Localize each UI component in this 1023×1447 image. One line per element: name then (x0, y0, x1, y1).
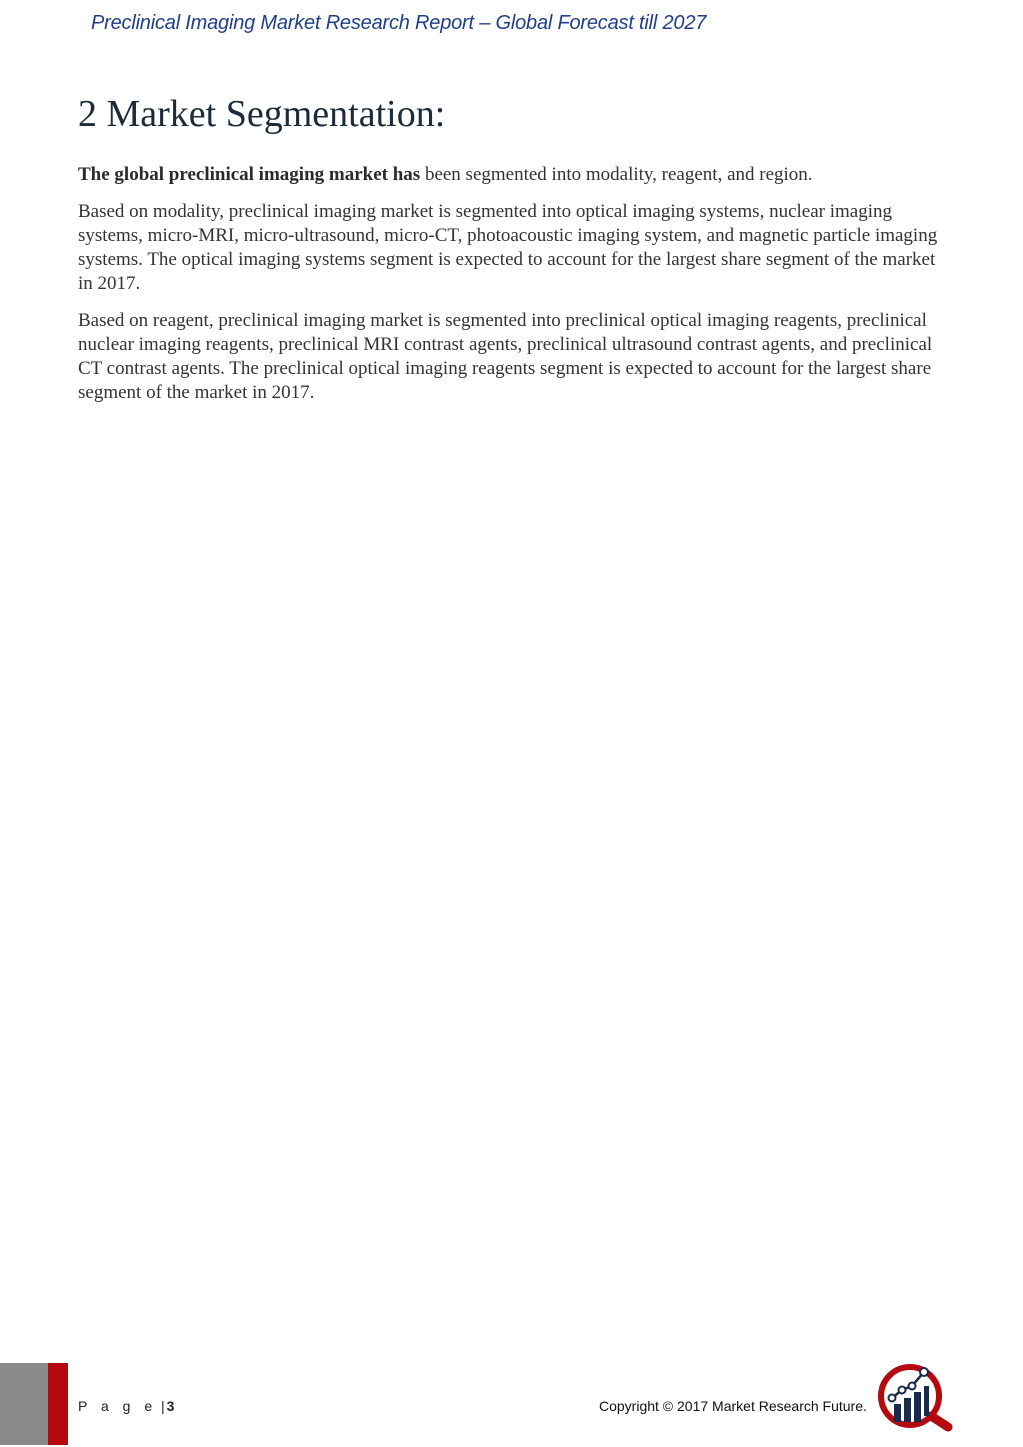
page-number (78, 1398, 174, 1414)
page-separator: | (161, 1398, 165, 1414)
footer-red-bar (48, 1363, 68, 1445)
section-heading: 2 Market Segmentation: (78, 93, 446, 135)
page-label: P a g e (78, 1398, 158, 1414)
intro-bold-text: The global preclinical imaging market has (78, 164, 421, 185)
paragraph-reagent: Based on reagent, preclinical imaging market is segmented into preclinical optical imaging reagents, preclinical nuclear imaging reagents, preclinical MRI contrast agents, preclinical ultrasound contrast agents, and preclinical CT contrast agents. The preclinical optical imaging reagents segment is expected to account for the largest share segment of the market in 2017. (78, 310, 933, 403)
footer-gray-bar (0, 1363, 48, 1445)
paragraph-intro (78, 163, 953, 187)
intro-text: been segmented into modality, reagent, and region. (420, 164, 813, 185)
magnifier-chart-logo-icon (874, 1362, 954, 1432)
page-number-value: 3 (166, 1398, 175, 1414)
paragraph-modality: Based on modality, preclinical imaging market is segmented into optical imaging systems, nuclear imaging systems, micro-MRI, micro-ultrasound, micro-CT, photoacoustic imaging system, and magnetic particle imaging systems. The optical imaging systems segment is expected to account for the largest share segment of the market in 2017. (78, 201, 938, 294)
running-header-title: Preclinical Imaging Market Research Report – Global Forecast till 2027 (91, 12, 707, 34)
body-content (78, 163, 953, 418)
copyright-text: Copyright © 2017 Market Research Future. (599, 1398, 867, 1414)
